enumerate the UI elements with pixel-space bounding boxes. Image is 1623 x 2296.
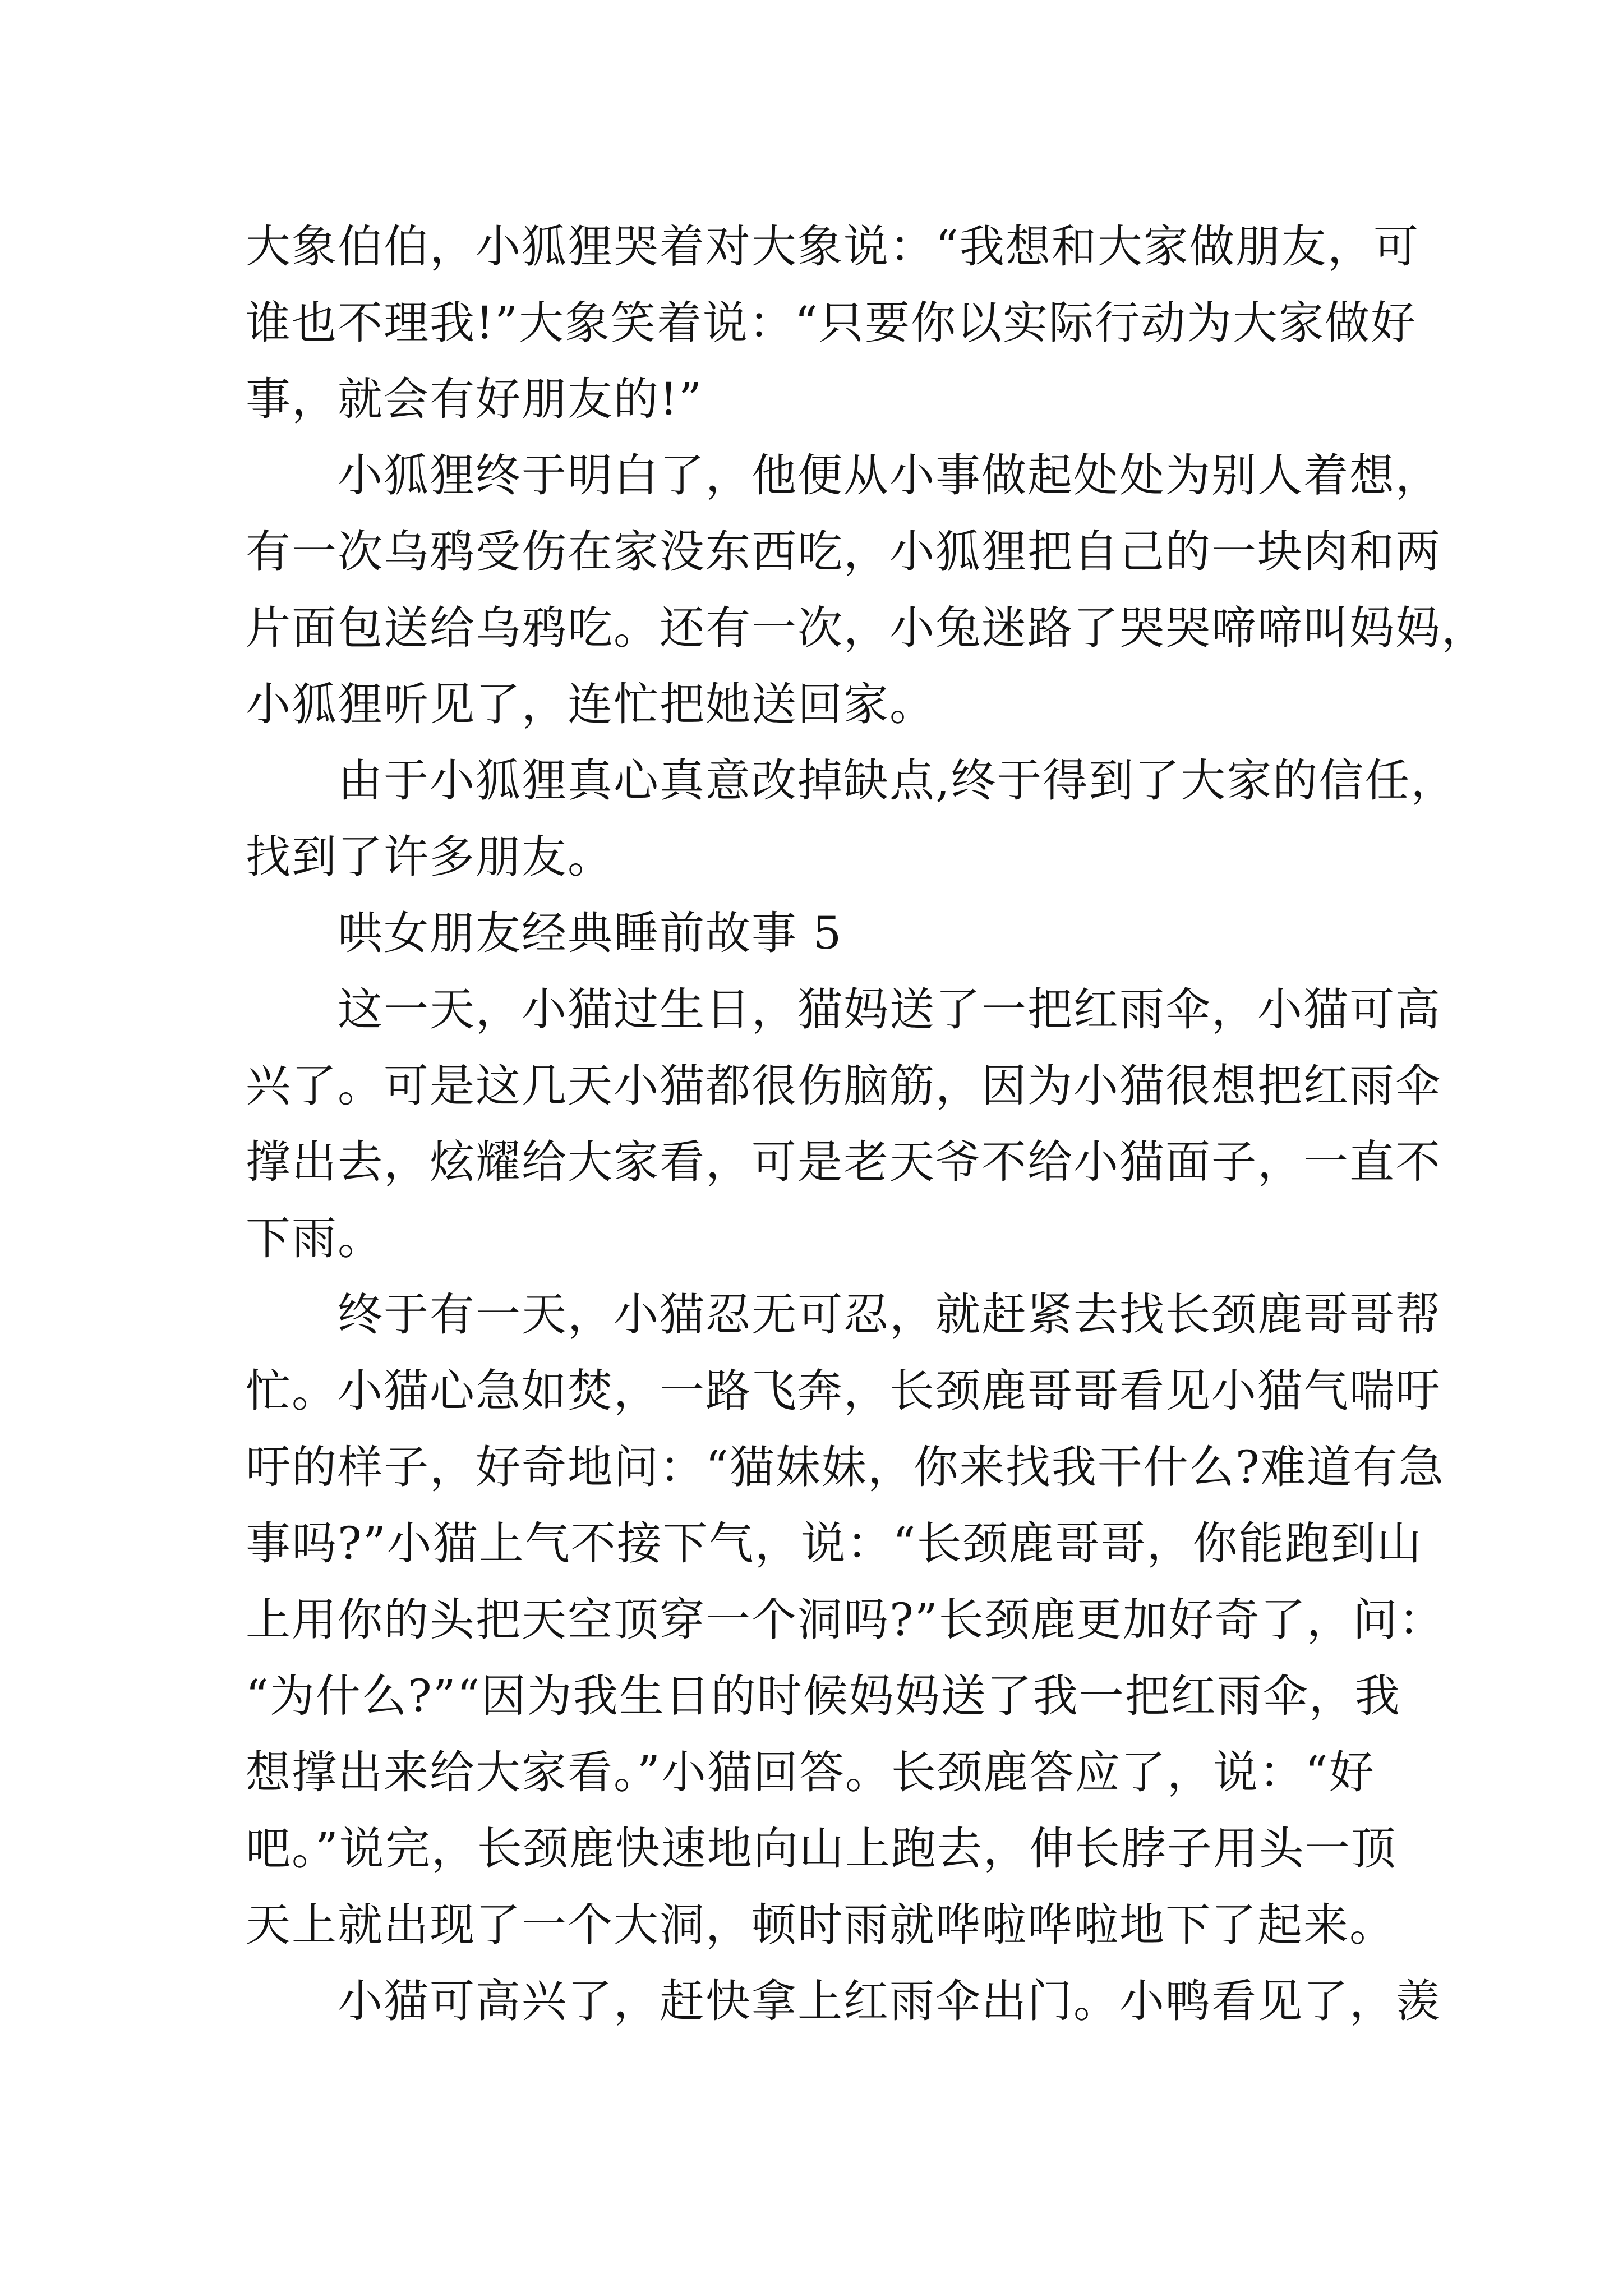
text-line: 小猫可高兴了，赶快拿上红雨伞出门。小鸭看见了，羡 (338, 1975, 1441, 2027)
text-line: 大象伯伯，小狐狸哭着对大象说：“我想和大家做朋友，可 (246, 220, 1419, 273)
text-line: “为什么?”“因为我生日的时候妈妈送了我一把红雨伞，我 (246, 1670, 1401, 1722)
text-line: 这一天，小猫过生日，猫妈送了一把红雨伞，小猫可高 (338, 983, 1441, 1036)
text-line: 有一次乌鸦受伤在家没东西吃，小狐狸把自己的一块肉和两 (246, 526, 1441, 578)
text-line: 吁的样子，好奇地问：“猫妹妹，你来找我干什么?难道有急 (246, 1441, 1445, 1493)
text-line: 天上就出现了一个大洞，顿时雨就哗啦哗啦地下了起来。 (246, 1899, 1395, 1951)
text-line: 事，就会有好朋友的!” (246, 373, 703, 425)
text-line: 由于小狐狸真心真意改掉缺点,终于得到了大家的信任， (338, 754, 1457, 807)
text-line: 小狐狸听见了，连忙把她送回家。 (246, 678, 935, 730)
text-line: 片面包送给乌鸦吃。还有一次，小兔迷路了哭哭啼啼叫妈妈， (246, 602, 1487, 654)
text-line: 上用你的头把天空顶穿一个洞吗?”长颈鹿更加好奇了，问： (246, 1594, 1445, 1646)
section-heading: 哄女朋友经典睡前故事 5 (338, 907, 843, 959)
text-line: 终于有一天，小猫忍无可忍，就赶紧去找长颈鹿哥哥帮 (338, 1289, 1441, 1341)
text-line: 忙。小猫心急如焚，一路飞奔，长颈鹿哥哥看见小猫气喘吁 (246, 1365, 1441, 1417)
text-line: 下雨。 (246, 1212, 384, 1264)
text-line: 谁也不理我!”大象笑着说：“只要你以实际行动为大家做好 (246, 297, 1417, 349)
text-line: 小狐狸终于明白了，他便从小事做起处处为别人着想， (338, 449, 1441, 501)
text-line: 事吗?”小猫上气不接下气，说：“长颈鹿哥哥，你能跑到山 (246, 1517, 1423, 1570)
text-line: 撑出去，炫耀给大家看，可是老天爷不给小猫面子，一直不 (246, 1136, 1441, 1188)
document-body (246, 209, 1487, 2040)
text-line: 吧。”说完，长颈鹿快速地向山上跑去，伸长脖子用头一顶 (246, 1823, 1397, 1875)
text-line: 兴了。可是这几天小猫都很伤脑筋，因为小猫很想把红雨伞 (246, 1060, 1441, 1112)
text-line: 找到了许多朋友。 (246, 831, 614, 883)
text-line: 想撑出来给大家看。”小猫回答。长颈鹿答应了，说：“好 (246, 1746, 1375, 1798)
